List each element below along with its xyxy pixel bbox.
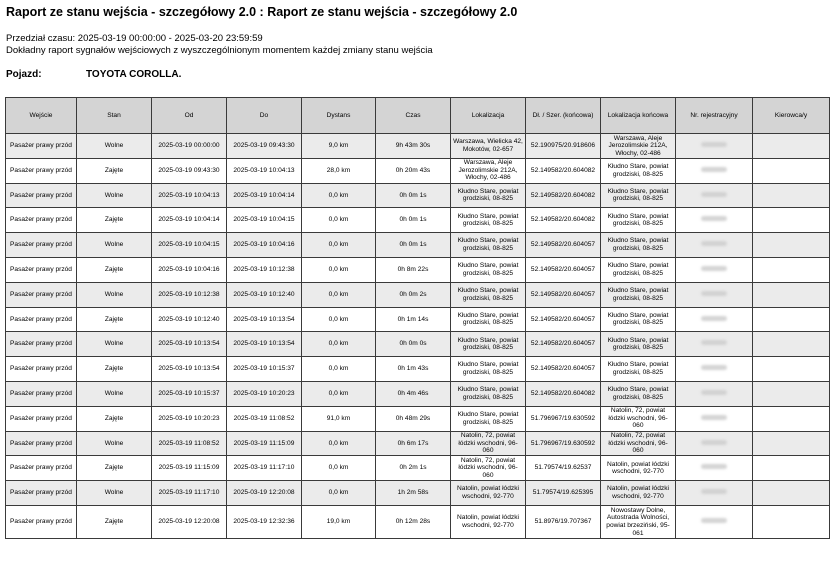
redacted-registration [701,142,727,147]
cell-coords: 52.149582/20.604057 [526,307,601,332]
cell-end-location: Natolin, 72, powiat łódzki wschodni, 96-060 [601,406,676,431]
cell-input: Pasażer prawy przód [6,233,77,258]
cell-state: Zajęte [77,505,152,538]
cell-coords: 52.149582/20.604057 [526,332,601,357]
cell-registration [676,158,753,183]
cell-location: Kłudno Stare, powiat grodziski, 08-825 [451,233,526,258]
cell-to: 2025-03-19 10:04:13 [227,158,302,183]
header-coords: Dł. / Szer. (końcowa) [526,98,601,134]
cell-end-location: Natolin, 72, powiat łódzki wschodni, 96-060 [601,431,676,456]
cell-driver [753,406,830,431]
cell-time: 0h 8m 22s [376,257,451,282]
cell-input: Pasażer prawy przód [6,481,77,506]
cell-end-location: Kłudno Stare, powiat grodziski, 08-825 [601,381,676,406]
cell-input: Pasażer prawy przód [6,257,77,282]
table-row [6,505,830,538]
cell-coords: 52.190975/20.918606 [526,134,601,159]
cell-state: Wolne [77,431,152,456]
cell-state: Zajęte [77,158,152,183]
header-stan: Stan [77,98,152,134]
redacted-registration [701,192,727,197]
cell-input: Pasażer prawy przód [6,505,77,538]
cell-time: 0h 20m 43s [376,158,451,183]
cell-coords: 52.149582/20.604057 [526,282,601,307]
cell-time: 0h 0m 0s [376,332,451,357]
cell-location: Natolin, 72, powiat łódzki wschodni, 96-060 [451,456,526,481]
cell-from: 2025-03-19 10:13:54 [152,357,227,382]
cell-registration [676,406,753,431]
cell-end-location: Kłudno Stare, powiat grodziski, 08-825 [601,158,676,183]
header-do: Do [227,98,302,134]
cell-driver [753,257,830,282]
cell-driver [753,134,830,159]
cell-driver [753,381,830,406]
cell-coords: 51.8976/19.707367 [526,505,601,538]
header-lokalizacja: Lokalizacja [451,98,526,134]
header-dystans: Dystans [302,98,376,134]
cell-to: 2025-03-19 12:20:08 [227,481,302,506]
cell-registration [676,233,753,258]
cell-registration [676,456,753,481]
cell-state: Wolne [77,183,152,208]
cell-from: 2025-03-19 10:15:37 [152,381,227,406]
cell-time: 0h 12m 28s [376,505,451,538]
redacted-registration [701,316,727,321]
cell-input: Pasażer prawy przód [6,158,77,183]
cell-distance: 91,0 km [302,406,376,431]
table-row [6,134,830,159]
cell-driver [753,456,830,481]
cell-distance: 0,0 km [302,208,376,233]
cell-to: 2025-03-19 12:32:36 [227,505,302,538]
cell-time: 0h 2m 1s [376,456,451,481]
redacted-registration [701,464,727,469]
redacted-registration [701,167,727,172]
cell-driver [753,208,830,233]
vehicle-info [6,69,181,80]
cell-location: Natolin, powiat łódzki wschodni, 92-770 [451,505,526,538]
cell-registration [676,481,753,506]
cell-distance: 0,0 km [302,431,376,456]
cell-state: Zajęte [77,357,152,382]
cell-from: 2025-03-19 10:13:54 [152,332,227,357]
cell-registration [676,505,753,538]
cell-time: 0h 0m 2s [376,282,451,307]
cell-time: 0h 0m 1s [376,208,451,233]
cell-registration [676,357,753,382]
cell-time: 0h 48m 29s [376,406,451,431]
cell-coords: 51.79574/19.625395 [526,481,601,506]
cell-location: Warszawa, Aleje Jerozolimskie 212A, Włochy, 02-486 [451,158,526,183]
cell-state: Zajęte [77,406,152,431]
cell-location: Kłudno Stare, powiat grodziski, 08-825 [451,381,526,406]
redacted-registration [701,365,727,370]
table-row [6,406,830,431]
cell-time: 0h 1m 14s [376,307,451,332]
cell-from: 2025-03-19 10:12:40 [152,307,227,332]
header-czas: Czas [376,98,451,134]
redacted-registration [701,518,727,523]
cell-time: 0h 0m 1s [376,183,451,208]
cell-to: 2025-03-19 11:17:10 [227,456,302,481]
redacted-registration [701,415,727,420]
table-row [6,456,830,481]
cell-coords: 52.149582/20.604057 [526,357,601,382]
cell-registration [676,282,753,307]
cell-registration [676,332,753,357]
cell-distance: 0,0 km [302,233,376,258]
cell-end-location: Kłudno Stare, powiat grodziski, 08-825 [601,233,676,258]
cell-distance: 0,0 km [302,282,376,307]
cell-end-location: Nowostawy Dolne, Autostrada Wolności, powiat brzeziński, 95-061 [601,505,676,538]
cell-end-location: Warszawa, Aleje Jerozolimskie 212A, Włochy, 02-486 [601,134,676,159]
cell-from: 2025-03-19 10:04:13 [152,183,227,208]
cell-distance: 9,0 km [302,134,376,159]
cell-input: Pasażer prawy przód [6,183,77,208]
cell-coords: 52.149582/20.604082 [526,158,601,183]
cell-input: Pasażer prawy przód [6,406,77,431]
cell-to: 2025-03-19 10:13:54 [227,307,302,332]
cell-coords: 51.79574/19.62537 [526,456,601,481]
cell-distance: 28,0 km [302,158,376,183]
cell-input: Pasażer prawy przód [6,456,77,481]
cell-to: 2025-03-19 10:13:54 [227,332,302,357]
cell-location: Kłudno Stare, powiat grodziski, 08-825 [451,183,526,208]
cell-registration [676,431,753,456]
cell-registration [676,208,753,233]
cell-driver [753,233,830,258]
cell-distance: 0,0 km [302,481,376,506]
cell-coords: 52.149582/20.604082 [526,208,601,233]
cell-distance: 0,0 km [302,357,376,382]
cell-location: Kłudno Stare, powiat grodziski, 08-825 [451,208,526,233]
cell-state: Wolne [77,134,152,159]
cell-end-location: Natolin, powiat łódzki wschodni, 92-770 [601,481,676,506]
table-row [6,158,830,183]
cell-registration [676,381,753,406]
cell-registration [676,183,753,208]
cell-from: 2025-03-19 11:17:10 [152,481,227,506]
cell-to: 2025-03-19 10:04:15 [227,208,302,233]
redacted-registration [701,489,727,494]
report-period: Przedział czasu: 2025-03-19 00:00:00 - 2025-03-20 23:59:59 [6,33,263,44]
cell-location: Kłudno Stare, powiat grodziski, 08-825 [451,257,526,282]
cell-time: 1h 2m 58s [376,481,451,506]
cell-state: Wolne [77,233,152,258]
cell-from: 2025-03-19 10:04:16 [152,257,227,282]
cell-state: Zajęte [77,307,152,332]
cell-input: Pasażer prawy przód [6,282,77,307]
table-row [6,183,830,208]
table-row [6,381,830,406]
cell-input: Pasażer prawy przód [6,357,77,382]
cell-distance: 0,0 km [302,307,376,332]
cell-input: Pasażer prawy przód [6,208,77,233]
cell-coords: 51.796967/19.630592 [526,406,601,431]
cell-end-location: Kłudno Stare, powiat grodziski, 08-825 [601,183,676,208]
cell-distance: 0,0 km [302,456,376,481]
redacted-registration [701,216,727,221]
cell-location: Warszawa, Wielicka 42, Mokotów, 02-657 [451,134,526,159]
cell-coords: 52.149582/20.604057 [526,257,601,282]
cell-coords: 51.796967/19.630592 [526,431,601,456]
table-row [6,481,830,506]
cell-location: Kłudno Stare, powiat grodziski, 08-825 [451,282,526,307]
cell-distance: 0,0 km [302,257,376,282]
cell-end-location: Kłudno Stare, powiat grodziski, 08-825 [601,282,676,307]
vehicle-label: Pojazd: [6,69,42,80]
cell-driver [753,332,830,357]
redacted-registration [701,340,727,345]
cell-distance: 19,0 km [302,505,376,538]
cell-driver [753,431,830,456]
vehicle-name: TOYOTA COROLLA. [86,69,182,80]
cell-from: 2025-03-19 00:00:00 [152,134,227,159]
cell-time: 0h 4m 46s [376,381,451,406]
header-od: Od [152,98,227,134]
redacted-registration [701,291,727,296]
cell-to: 2025-03-19 11:08:52 [227,406,302,431]
cell-input: Pasażer prawy przód [6,134,77,159]
cell-input: Pasażer prawy przód [6,332,77,357]
cell-from: 2025-03-19 12:20:08 [152,505,227,538]
cell-time: 0h 1m 43s [376,357,451,382]
cell-state: Wolne [77,381,152,406]
cell-state: Zajęte [77,257,152,282]
cell-time: 0h 0m 1s [376,233,451,258]
table-row [6,357,830,382]
cell-state: Zajęte [77,208,152,233]
cell-driver [753,282,830,307]
cell-time: 9h 43m 30s [376,134,451,159]
cell-end-location: Kłudno Stare, powiat grodziski, 08-825 [601,257,676,282]
cell-registration [676,307,753,332]
cell-location: Natolin, 72, powiat łódzki wschodni, 96-060 [451,431,526,456]
header-nr-rejestracyjny: Nr. rejestracyjny [676,98,753,134]
cell-location: Kłudno Stare, powiat grodziski, 08-825 [451,307,526,332]
cell-location: Natolin, powiat łódzki wschodni, 92-770 [451,481,526,506]
cell-registration [676,257,753,282]
table-row [6,431,830,456]
cell-end-location: Kłudno Stare, powiat grodziski, 08-825 [601,357,676,382]
cell-to: 2025-03-19 10:15:37 [227,357,302,382]
cell-driver [753,183,830,208]
cell-from: 2025-03-19 10:04:15 [152,233,227,258]
cell-to: 2025-03-19 10:12:40 [227,282,302,307]
cell-registration [676,134,753,159]
cell-coords: 52.149582/20.604082 [526,381,601,406]
cell-from: 2025-03-19 11:08:52 [152,431,227,456]
cell-driver [753,481,830,506]
cell-from: 2025-03-19 10:12:38 [152,282,227,307]
cell-to: 2025-03-19 11:15:09 [227,431,302,456]
cell-end-location: Kłudno Stare, powiat grodziski, 08-825 [601,307,676,332]
redacted-registration [701,390,727,395]
report-title: Raport ze stanu wejścia - szczegółowy 2.0 : Raport ze stanu wejścia - szczegółowy 2.0 [6,5,518,19]
cell-from: 2025-03-19 10:04:14 [152,208,227,233]
cell-driver [753,505,830,538]
cell-location: Kłudno Stare, powiat grodziski, 08-825 [451,357,526,382]
cell-to: 2025-03-19 10:20:23 [227,381,302,406]
report-description: Dokładny raport sygnałów wejściowych z wyszczególnionym momentem każdej zmiany stanu wejścia [6,45,433,56]
table-row [6,307,830,332]
cell-end-location: Kłudno Stare, powiat grodziski, 08-825 [601,208,676,233]
cell-from: 2025-03-19 11:15:09 [152,456,227,481]
header-lokalizacja-koncowa: Lokalizacja końcowa [601,98,676,134]
cell-driver [753,357,830,382]
cell-state: Wolne [77,282,152,307]
header-wejscie: Wejście [6,98,77,134]
cell-time: 0h 6m 17s [376,431,451,456]
cell-to: 2025-03-19 10:04:14 [227,183,302,208]
report-table [5,97,830,539]
table-header-row [6,98,830,134]
redacted-registration [701,241,727,246]
cell-coords: 52.149582/20.604082 [526,183,601,208]
cell-from: 2025-03-19 10:20:23 [152,406,227,431]
cell-input: Pasażer prawy przód [6,381,77,406]
table-row [6,257,830,282]
table-row [6,208,830,233]
cell-driver [753,158,830,183]
cell-coords: 52.149582/20.604057 [526,233,601,258]
cell-to: 2025-03-19 10:04:16 [227,233,302,258]
cell-distance: 0,0 km [302,332,376,357]
cell-state: Wolne [77,481,152,506]
cell-end-location: Natolin, powiat łódzki wschodni, 92-770 [601,456,676,481]
cell-location: Kłudno Stare, powiat grodziski, 08-825 [451,406,526,431]
cell-to: 2025-03-19 10:12:38 [227,257,302,282]
cell-distance: 0,0 km [302,381,376,406]
cell-location: Kłudno Stare, powiat grodziski, 08-825 [451,332,526,357]
cell-input: Pasażer prawy przód [6,431,77,456]
table-row [6,332,830,357]
redacted-registration [701,266,727,271]
cell-distance: 0,0 km [302,183,376,208]
cell-input: Pasażer prawy przód [6,307,77,332]
table-row [6,233,830,258]
cell-to: 2025-03-19 09:43:30 [227,134,302,159]
cell-state: Wolne [77,332,152,357]
header-kierowca: Kierowca/y [753,98,830,134]
table-row [6,282,830,307]
cell-state: Zajęte [77,456,152,481]
redacted-registration [701,440,727,445]
cell-driver [753,307,830,332]
cell-end-location: Kłudno Stare, powiat grodziski, 08-825 [601,332,676,357]
cell-from: 2025-03-19 09:43:30 [152,158,227,183]
